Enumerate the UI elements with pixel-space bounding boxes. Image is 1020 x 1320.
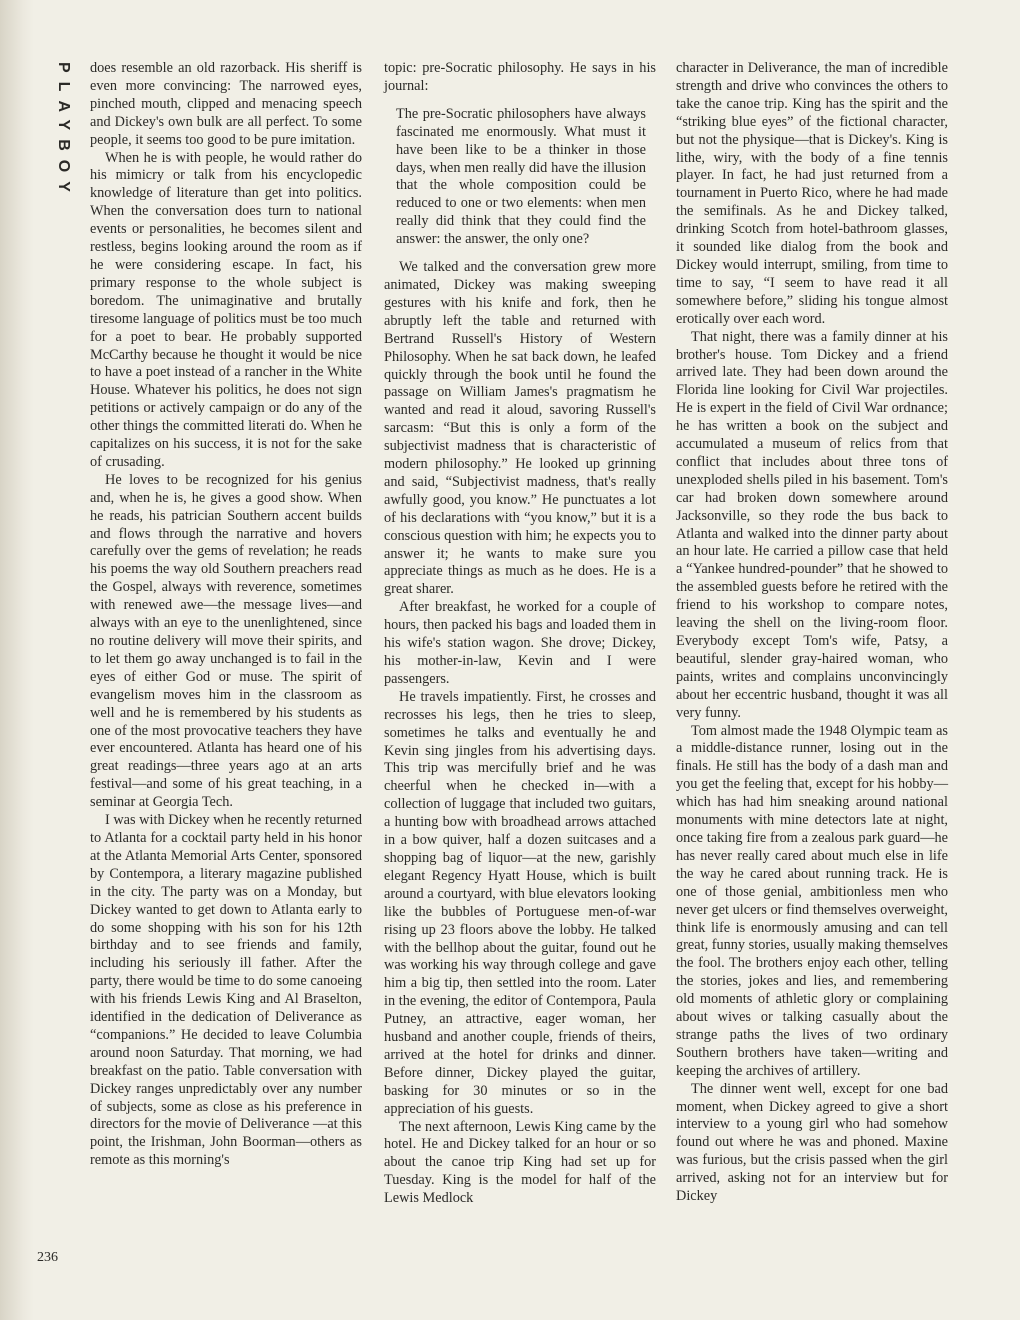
page-gutter-shadow bbox=[0, 0, 34, 1320]
paragraph: That night, there was a family dinner at his brother's house. Tom Dickey and a friend arrived late. They had been down around the Florida line looking for Civil War projectiles. He is expert in the field of Civil War ordnance; he has written a book on the subject and accumulated a museum of relics from that conflict that includes about three tons of unexploded shells piled in his basement. Tom's car had broken down somewhere around Jacksonville, so they rode the bus back to Atlanta and walked into the dinner party about an hour late. He carried a pillow case that held a “Yankee hundred-pounder” that he showed to the assembled guests before he retired with the friend to his workshop to compare notes, leaving the shell on the living-room floor. Everybody except Tom's wife, Patsy, a beautiful, slender gray-haired woman, who paints, writes and complains unconvincingly about her eccentric husband, thought it was all very funny. bbox=[676, 328, 948, 721]
paragraph: does resemble an old razorback. His sheriff is even more convincing: The narrowed eyes, pinched mouth, clipped and menacing speech and Dickey's own bulk are all perfect. To some people, it seems too good to be pure imitation. bbox=[90, 60, 362, 148]
paragraph: I was with Dickey when he recently returned to Atlanta for a cocktail party held in his honor at the Atlanta Memorial Arts Center, sponsored by Contempora, a literary magazine published in the city. The party was on a Monday, but Dickey wanted to get down to Atlanta early to do some shopping with his son for his 12th birthday and to see friends and family, including his seriously ill father. After the party, there would be time to do some canoeing with his friends Lewis King and Al Braselton, identified in the dedication of Deliverance as “companions.” He decided to leave Columbia around noon Saturday. That morning, we had breakfast on the patio. Table conversation with Dickey ranges unpredictably over any number of subjects, some as close as his preference in directors for the movie of Deliverance —at this point, the Irishman, John Boorman—others as remote as this morning's bbox=[90, 812, 362, 1169]
paragraph: The next afternoon, Lewis King came by the hotel. He and Dickey talked for an hour or so about the canoe trip King had set up for Tuesday. King is the model for half of the Lewis Medlock bbox=[384, 1118, 656, 1207]
paragraph: We talked and the conversation grew more animated, Dickey was making sweeping gestures with his knife and fork, then he abruptly left the table and returned with Bertrand Russell's History of Western Philosophy. When he sat back down, he leafed quickly through the book until he found the passage on William James's pragmatism he wanted and read it aloud, savoring Russell's sarcasm: “But this is only a form of the subjectivist madness that is characteristic of modern philosophy.” He looked up grinning and said, “Subjectivist madness, that's really awfully good, you know.” He punctuates a lot of his declarations with “you know,” but it is a conscious question with him; he expects you to answer it; he wants to make sure you appreciate things as much as he does. He is a great sharer. bbox=[384, 259, 656, 598]
magazine-brand: PLAYBOY bbox=[55, 62, 72, 201]
paragraph: character in Deliverance, the man of incredible strength and drive who convinces the others to take the canoe trip. King has the spirit and the “striking blue eyes” of the fictional character, but not the physique—that is Dickey's. King is lithe, wiry, with the body of a fine tennis player. In fact, he had just returned from a tournament in Puerto Rico, where he had made the semifinals. As he and Dickey talked, drinking Scotch from hotel-bathroom glasses, it sounded like dialog from the book and Dickey would interrupt, smiling, from time to time to say, “I seem to have read it all somewhere before,” sliding his tongue almost erotically over each word. bbox=[676, 60, 948, 327]
paragraph: When he is with people, he would rather do his mimicry or talk from his encyclopedic knowledge of literature than get into politics. When the conversation does turn to national events or personalities, he becomes silent and restless, begins looking around the room as if he were considering escape. In fact, his primary response to the whole subject is boredom. The unimaginative and brutally tiresome language of politics must be too much for a poet to bear. He probably supported McCarthy because he thought it would be nice to have a poet instead of a rancher in the White House. Whatever his politics, he does not sign petitions or actively campaign or do any of the other things the committed literati do. When he capitalizes on his success, it is not for the sake of crusading. bbox=[90, 149, 362, 470]
paragraph: He loves to be recognized for his genius and, when he is, he gives a good show. When he reads, his patrician Southern accent builds and flows through the narrative and hovers carefully over the gems of revelation; he reads his poems the way old Southern preachers read the Gospel, always with reverence, sometimes with renewed awe—the message lives—and always with an eye to the unenlightened, since no routine delivery will move their spirits, and to let them go away unchanged is to fail in the eyes of either God or muse. The spirit of evangelism moves him in the classroom as well and he is remembered by his students as one of the most provocative teachers they have ever encountered. Atlanta has heard one of his great readings—three years ago at an arts festival—and some of his great teaching, in a seminar at Georgia Tech. bbox=[90, 471, 362, 811]
paragraph: topic: pre-Socratic philosophy. He says in his journal: bbox=[384, 60, 656, 94]
paragraph: The pre-Socratic philosophers have always fascinated me enormously. What must it have been like to be a thinker in those days, when men really did have the illusion that the whole composition could be reduced to one or two elements: when men really did think that they could find the answer: the answer, the only one? bbox=[396, 105, 646, 248]
text-column-2 bbox=[384, 60, 656, 1208]
paragraph: The dinner went well, except for one bad moment, when Dickey agreed to give a short interview to a young girl who had somehow found out where he was and phoned. Maxine was furious, but the crisis passed when the girl arrived, asking not for an interview but for Dickey bbox=[676, 1080, 948, 1205]
page-number: 236 bbox=[37, 1250, 58, 1265]
paragraph: Tom almost made the 1948 Olympic team as a middle-distance runner, losing out in the finals. He still has the body of a dash man and you get the feeling that, except for his hobby—which has had him sneaking around national monuments with mine detectors late at night, once taking fire from a zealous park guard—he has never really cared about much else in life the way he cared about running track. He is one of those genial, ambitionless men who never get ulcers or find themselves overweight, think life is enormously amusing and can tell great, funny stories, usually making themselves the fool. The brothers enjoy each other, telling the stories, jokes and lies, and remembering old moments of athletic glory or complaining about wives or talking casually about the strange paths the lives of two ordinary Southern brothers have taken—writing and keeping the archives of artillery. bbox=[676, 722, 948, 1079]
text-column-1 bbox=[90, 60, 362, 1170]
paragraph: He travels impatiently. First, he crosses and recrosses his legs, then he tries to sleep, sometimes he talks and eventually he and Kevin sing jingles from his advertising days. This trip was mercifully brief and he was cheerful when he checked in—with a collection of luggage that included two guitars, a hunting bow with broadhead arrows attached in a bow quiver, half a dozen suitcases and a shopping bag of liquor—at the new, garishly elegant Regency Hyatt House, which is built around a courtyard, with blue elevators looking like the bubbles of Portuguese men-of-war rising up 23 floors above the lobby. He talked with the bellhop about the guitar, found out he was working his way through college and gave him a big tip, then settled into the room. Later in the evening, the editor of Contempora, Paula Putney, an attractive, eager woman, her husband and another couple, friends of theirs, arrived at the hotel for drinks and dinner. Before dinner, Dickey played the guitar, basking for 30 minutes or so in the appreciation of his guests. bbox=[384, 688, 656, 1117]
text-column-3 bbox=[676, 60, 948, 1206]
paragraph: After breakfast, he worked for a couple of hours, then packed his bags and loaded them in his wife's station wagon. She drove; Dickey, his mother-in-law, Kevin and I were passengers. bbox=[384, 599, 656, 687]
